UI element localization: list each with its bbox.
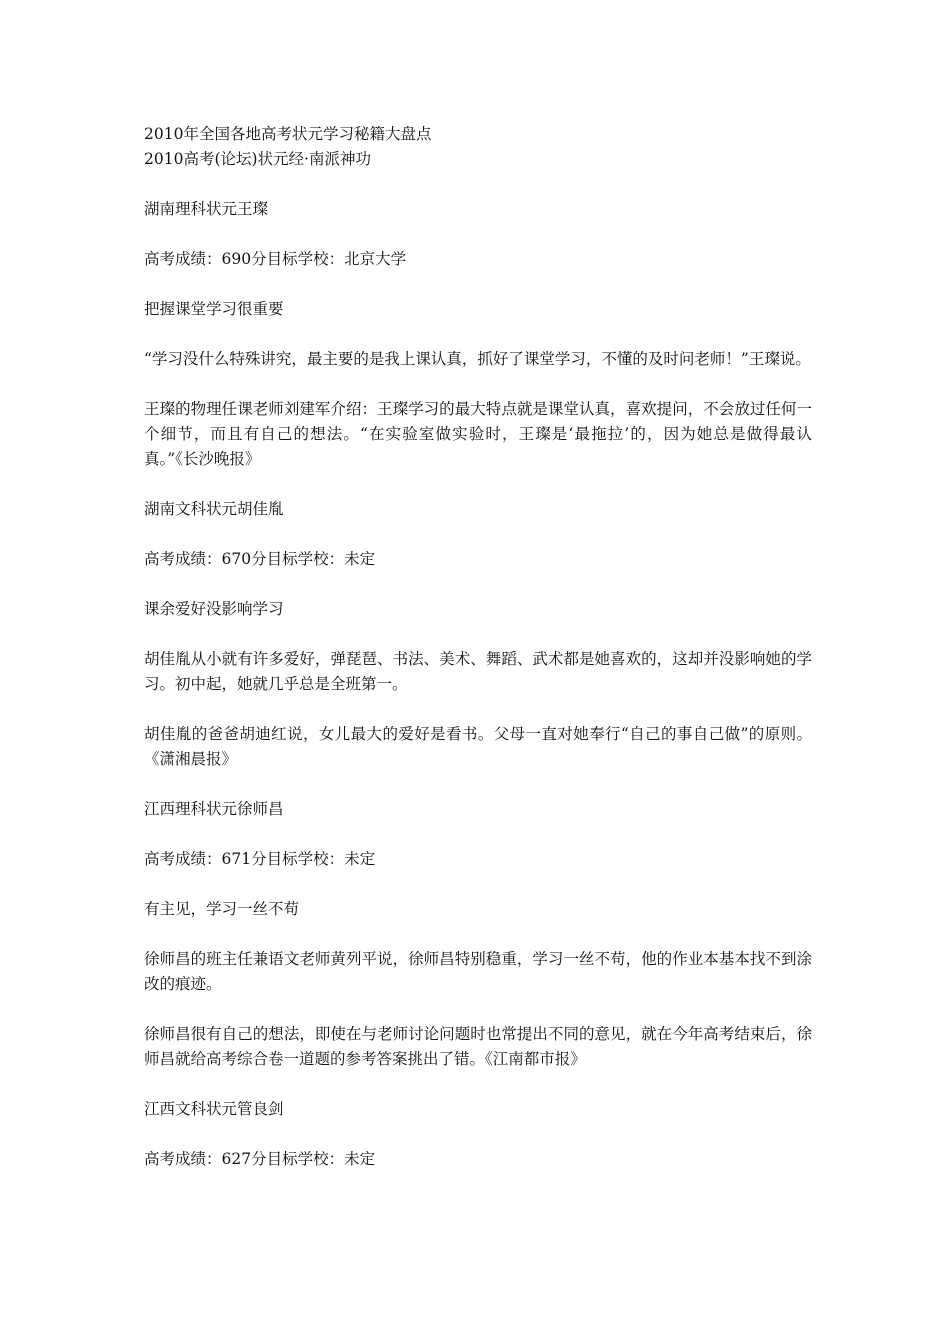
- score-line: 高考成绩：627分目标学校：未定: [144, 1150, 376, 1168]
- section-heading: 湖南理科状元王璨: [144, 200, 269, 218]
- section-heading: 江西理科状元徐师昌: [144, 800, 284, 818]
- paragraph: 胡佳胤从小就有许多爱好，弹琵琶、书法、美术、舞蹈、武术都是她喜欢的，这却并没影响她的学习。初中起，她就几乎总是全班第一。: [144, 650, 812, 693]
- score-line: 高考成绩：670分目标学校：未定: [144, 550, 376, 568]
- document-title: 2010年全国各地高考状元学习秘籍大盘点: [144, 125, 432, 143]
- document-subtitle: 2010高考(论坛)状元经·南派神功: [144, 150, 371, 168]
- section-subheading: 课余爱好没影响学习: [144, 600, 284, 618]
- document-page: [144, 122, 812, 1172]
- section-subheading: 有主见，学习一丝不苟: [144, 900, 300, 918]
- paragraph: 徐师昌很有自己的想法，即使在与老师讨论问题时也常提出不同的意见，就在今年高考结束后，徐师昌就给高考综合卷一道题的参考答案挑出了错。《江南都市报》: [144, 1025, 812, 1068]
- score-line: 高考成绩：690分目标学校：北京大学: [144, 250, 407, 268]
- paragraph: 胡佳胤的爸爸胡迪红说，女儿最大的爱好是看书。父母一直对她奉行“自己的事自己做”的原则。《潇湘晨报》: [144, 725, 812, 768]
- section-subheading: 把握课堂学习很重要: [144, 300, 284, 318]
- paragraph: 王璨的物理任课老师刘建军介绍：王璨学习的最大特点就是课堂认真，喜欢提问，不会放过任何一个细节，而且有自己的想法。“在实验室做实验时，王璨是‘最拖拉’的，因为她总是做得最认真。”《长沙晚报》: [144, 400, 812, 468]
- paragraph: 徐师昌的班主任兼语文老师黄列平说，徐师昌特别稳重，学习一丝不苟，他的作业本基本找不到涂改的痕迹。: [144, 950, 812, 993]
- paragraph: “学习没什么特殊讲究，最主要的是我上课认真，抓好了课堂学习，不懂的及时问老师！”王璨说。: [144, 350, 811, 368]
- section-heading: 江西文科状元管良剑: [144, 1100, 284, 1118]
- section-heading: 湖南文科状元胡佳胤: [144, 500, 284, 518]
- score-line: 高考成绩：671分目标学校：未定: [144, 850, 376, 868]
